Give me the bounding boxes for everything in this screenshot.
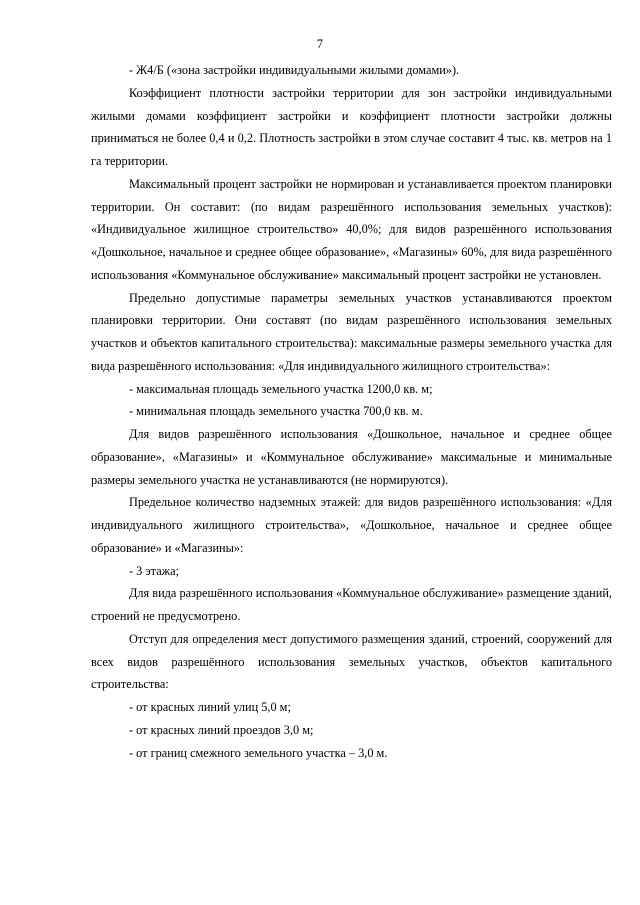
plot-parameters-paragraph: Предельно допустимые параметры земельных участков устанавливаются проектом планировки территории. Они составят (по видам разрешённого использования земельных участков и объектов капитального строительства): максимальные размеры земельного участка для вида разрешённого использования: «Для индивидуального жилищного строительства»: — [91, 290, 612, 373]
density-paragraph: Коэффициент плотности застройки территории для зон застройки индивидуальными жилыми домами коэффициент застройки и коэффициент плотности застройки должны приниматься не более 0,4 и 0,2. Плотность застройки в этом случае составит 4 тыс. кв. метров на 1 га территории. — [91, 85, 612, 168]
plot-size-not-regulated-paragraph: Для видов разрешённого использования «Дошкольное, начальное и среднее общее образование», «Магазины» и «Коммунальное обслуживание» максимальные и минимальные размеры земельного участка не устанавливаются (не нормируются). — [91, 427, 612, 487]
page-number: 7 — [316, 37, 324, 51]
list-item-max-area: - максимальная площадь земельного участка 1200,0 кв. м; — [129, 381, 433, 396]
list-item-floors: - 3 этажа; — [129, 563, 180, 578]
list-item-driveway-setback: - от красных линий проездов 3,0 м; — [129, 722, 314, 737]
list-item-adjacent-plot-setback: - от границ смежного земельного участка – 3,0 м. — [129, 745, 388, 760]
max-building-percent-paragraph: Максимальный процент застройки не нормирован и устанавливается проектом планировки территории. Он составит: (по видам разрешённого использования земельных участков): «Индивидуальное жилищное строительство» 40,0%; для видов разрешённого использования «Дошкольное, начальное и среднее общее образование», «Магазины» 60%, для вида разрешённого использования «Коммунальное обслуживание» максимальный процент застройки не установлен. — [91, 176, 612, 282]
document-body — [91, 59, 612, 764]
floors-paragraph: Предельное количество надземных этажей: для видов разрешённого использования: «Для индивидуального жилищного строительства», «Дошкольное, начальное и среднее общее образование» и «Магазины»: — [91, 495, 612, 555]
setback-paragraph: Отступ для определения мест допустимого размещения зданий, строений, сооружений для всех видов разрешённого использования земельных участков, объектов капитального строительства: — [91, 631, 612, 692]
list-item-street-setback: - от красных линий улиц 5,0 м; — [129, 700, 291, 714]
zone-item: - Ж4/Б («зона застройки индивидуальными жилыми домами»). — [129, 63, 460, 77]
list-item-min-area: - минимальная площадь земельного участка 700,0 кв. м. — [129, 404, 423, 419]
utility-service-paragraph: Для вида разрешённого использования «Коммунальное обслуживание» размещение зданий, строений не предусмотрено. — [91, 586, 612, 623]
